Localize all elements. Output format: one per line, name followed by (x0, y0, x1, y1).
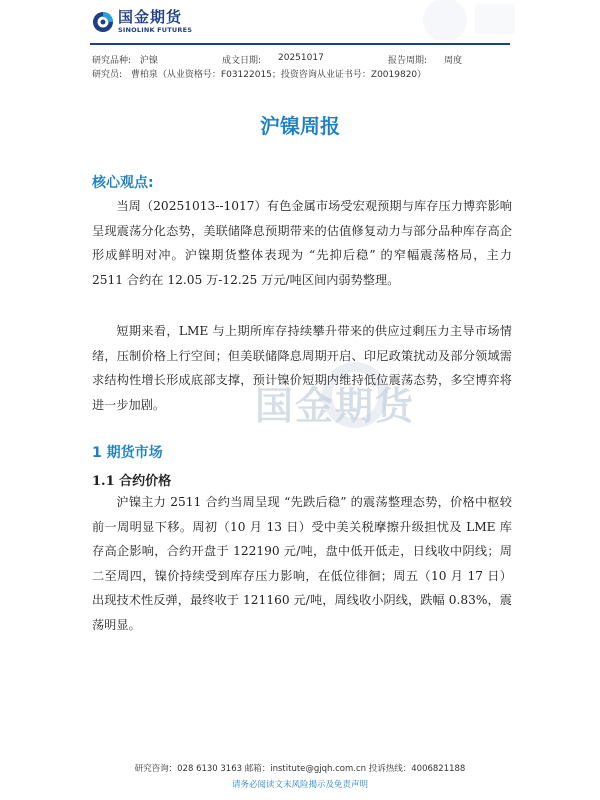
core-paragraph-2: 短期来看，LME 与上期所库存持续攀升带来的供应过剩压力主导市场情绪，压制价格上行空间；但美联储降息周期开启、印尼政策扰动及部分领域需求结构性增长形成底部支撑，预计镍价短期内维持低位震荡态势，多空博弈将进一步加剧。 (92, 324, 512, 412)
sinolink-logo-icon (92, 11, 114, 33)
logo-english-name: SINOLINK FUTURES (118, 26, 193, 35)
period-label: 报告周期: (388, 56, 428, 66)
researcher-line (92, 67, 426, 80)
brand-logo (92, 8, 192, 36)
researcher-label: 研究员: (92, 70, 123, 80)
period-value: 周度 (444, 56, 463, 66)
variety-label: 研究品种: (92, 56, 132, 66)
page-title: 沪镍周报 (260, 114, 340, 138)
core-paragraph-1: 当周（20251013--1017）有色金属市场受宏观预期与库存压力博弈影响呈现震荡分化态势，美联储降息预期带来的估值修复动力与部分品种库存高企形成鲜明对冲。沪镍期货整体表现为 “先抑后稳” 的窄幅震荡格局，主力 2511 合约在 12.05 万-12.25 万元/吨区间内弱势整理。 (92, 199, 512, 287)
report-meta-line (92, 53, 463, 66)
logo-chinese-name: 国金期货 (118, 8, 183, 27)
date-label: 成文日期: (222, 56, 262, 66)
core-view-heading: 核心观点: (92, 175, 154, 191)
researcher-value: 曹柏泉（从业资格号：F03122015；投资咨询从业证书号：Z0019820） (130, 70, 427, 80)
watermark-text: 国金期货 (255, 384, 416, 428)
section-heading-futures-market: 1 期货市场 (92, 445, 163, 461)
footer-contact: 研究咨询：028 6130 3163 邮箱：institute@gjqh.com.cn 投诉热线：4006821188 (134, 764, 466, 774)
watermark-logo-icon (405, 0, 525, 40)
subsection-heading-contract-price: 1.1 合约价格 (92, 474, 172, 489)
header-rule (90, 43, 510, 45)
date-value: 20251017 (278, 53, 324, 63)
contract-price-paragraph: 沪镍主力 2511 合约当周呈现 “先跌后稳” 的震荡整理态势，价格中枢较前一周明显下移。周初（10 月 13 日）受中美关税摩擦升级担忧及 LME 库存高企影响，合约开盘于 122190 元/吨，盘中低开低走，日线收中阴线；周二至周四，镍价持续受到库存压力影响，在低位徘徊；周五（10 月 17 日）出现技术性反弹，最终收于 121160 元/吨，周线收小阴线，跌幅 0.83%，震荡明显。 (92, 495, 512, 632)
variety-value: 沪镍 (139, 56, 158, 66)
footer-disclaimer: 请务必阅读文末风险揭示及免责声明 (231, 780, 368, 790)
